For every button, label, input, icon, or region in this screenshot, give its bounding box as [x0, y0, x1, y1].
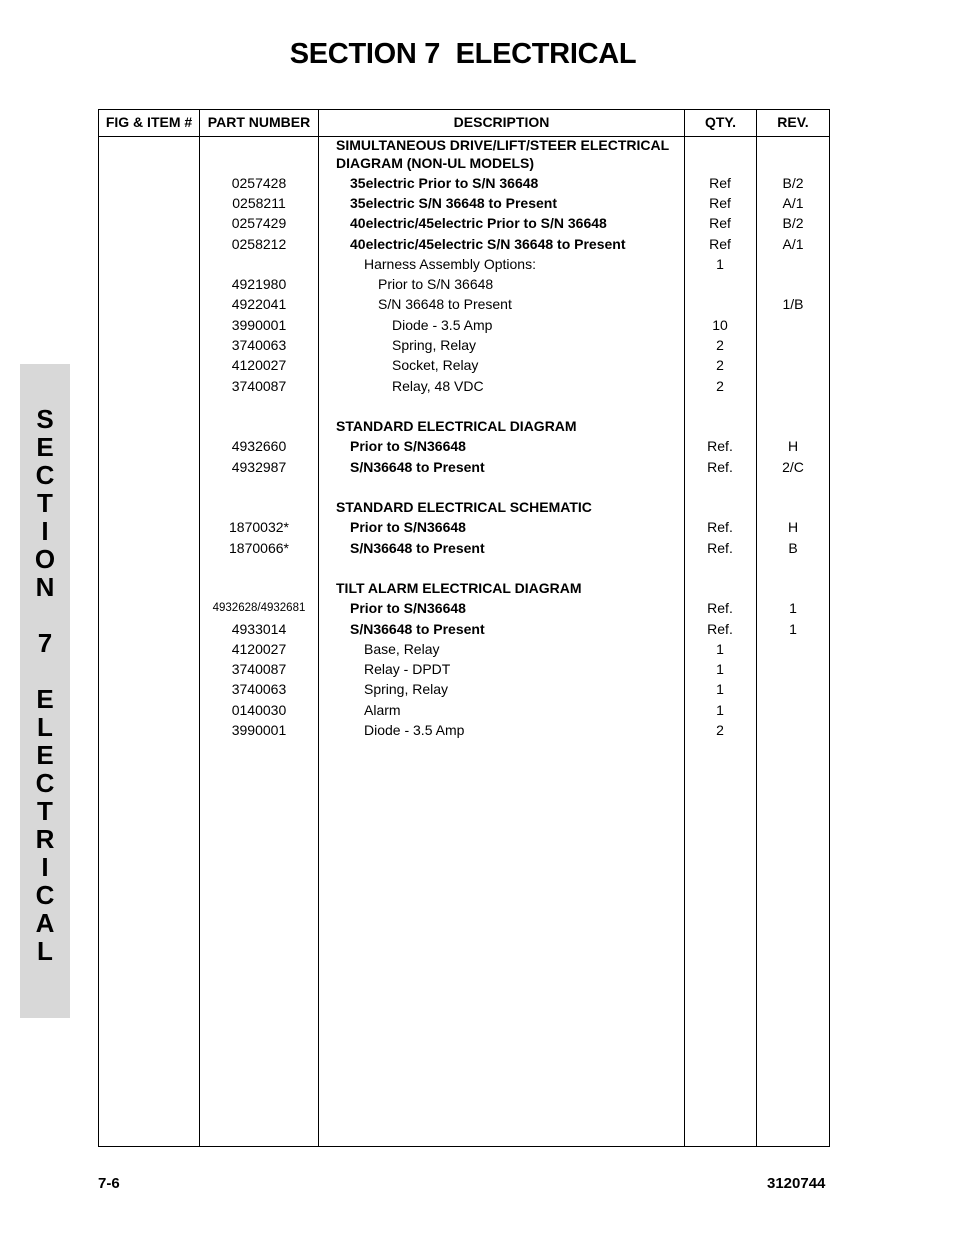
table-row-description: Diode - 3.5 Amp — [364, 722, 465, 738]
table-row-part-number: 1870032* — [229, 519, 289, 535]
table-row-qty: 1 — [716, 661, 724, 677]
table-row-description: S/N36648 to Present — [350, 540, 485, 556]
column-divider — [318, 110, 319, 1146]
side-tab-letter: C — [35, 460, 55, 490]
table-row-description: 35electric S/N 36648 to Present — [350, 195, 558, 211]
table-row-part-number: 0257429 — [231, 215, 287, 231]
side-tab-letter: O — [34, 544, 56, 574]
table-row-part-number: 3740063 — [231, 681, 287, 697]
column-header-fig-item: FIG & ITEM # — [105, 114, 193, 130]
table-row-qty: 1 — [716, 702, 724, 718]
table-row-part-number: 0258212 — [231, 236, 287, 252]
table-row-description: Prior to S/N36648 — [350, 519, 466, 535]
table-row-qty: Ref. — [707, 540, 733, 556]
table-row-qty: 2 — [716, 378, 724, 394]
side-tab-letter: C — [35, 768, 55, 798]
table-row-qty: 2 — [716, 722, 724, 738]
table-row-qty: 1 — [716, 256, 724, 272]
table-row-qty: 2 — [716, 357, 724, 373]
page-title: SECTION 7 ELECTRICAL — [289, 38, 637, 70]
table-row-description: Harness Assembly Options: — [364, 256, 536, 272]
side-tab-letter: L — [37, 712, 53, 742]
side-tab-letter: C — [35, 880, 55, 910]
side-tab-letter: L — [37, 936, 53, 966]
side-tab-letter: I — [41, 852, 49, 882]
table-row-part-number: 4922041 — [231, 296, 287, 312]
side-tab-letter: I — [41, 516, 49, 546]
table-row-qty: 1 — [716, 681, 724, 697]
table-row-rev: 1/B — [782, 296, 804, 312]
table-row-rev: H — [787, 519, 799, 535]
table-row-rev: B/2 — [782, 215, 804, 231]
page-number: 7-6 — [98, 1175, 120, 1192]
table-row-part-number: 3740063 — [231, 337, 287, 353]
side-tab-letter: R — [35, 824, 55, 854]
table-row-description: Relay - DPDT — [364, 661, 451, 677]
table-row-part-number: 4120027 — [231, 357, 287, 373]
table-row-part-number: 4932660 — [231, 438, 287, 454]
table-row-description: 40electric/45electric S/N 36648 to Present — [350, 236, 626, 252]
table-row-qty: 2 — [716, 337, 724, 353]
table-row-qty: 1 — [716, 641, 724, 657]
table-row-rev: A/1 — [782, 195, 804, 211]
table-row-part-number: 1870066* — [229, 540, 289, 556]
column-header-rev: REV. — [777, 114, 809, 130]
table-row-part-number: 4932628/4932681 — [212, 602, 306, 614]
side-tab-letter: E — [36, 432, 54, 462]
table-row-description: STANDARD ELECTRICAL DIAGRAM — [336, 418, 577, 434]
table-row-description: Relay, 48 VDC — [392, 378, 484, 394]
table-row-qty: Ref — [709, 215, 731, 231]
table-row-description: Prior to S/N36648 — [350, 600, 466, 616]
table-row-description: Socket, Relay — [392, 357, 479, 373]
side-tab-letter: E — [36, 740, 54, 770]
table-row-qty: Ref — [709, 236, 731, 252]
table-row-description: Spring, Relay — [364, 681, 449, 697]
table-row-description: Base, Relay — [364, 641, 440, 657]
table-row-part-number: 4921980 — [231, 276, 287, 292]
table-row-rev: H — [787, 438, 799, 454]
table-row-description: S/N36648 to Present — [350, 459, 485, 475]
table-row-rev: B — [788, 540, 798, 556]
table-row-description: SIMULTANEOUS DRIVE/LIFT/STEER ELECTRICAL — [336, 137, 670, 153]
side-tab-letter: A — [35, 908, 55, 938]
table-row-part-number: 3990001 — [231, 722, 287, 738]
table-row-rev: B/2 — [782, 175, 804, 191]
side-tab-letter: T — [37, 796, 53, 826]
table-row-part-number: 3740087 — [231, 661, 287, 677]
table-row-qty: Ref. — [707, 600, 733, 616]
table-row-description: 40electric/45electric Prior to S/N 36648 — [350, 215, 607, 231]
table-row-part-number: 0140030 — [231, 702, 287, 718]
table-row-part-number: 4120027 — [231, 641, 287, 657]
table-row-part-number: 4932987 — [231, 459, 287, 475]
table-row-description: 35electric Prior to S/N 36648 — [350, 175, 539, 191]
table-row-description: STANDARD ELECTRICAL SCHEMATIC — [336, 499, 592, 515]
table-row-qty: Ref — [709, 175, 731, 191]
table-row-description: DIAGRAM (NON-UL MODELS) — [336, 155, 535, 171]
table-row-description: S/N 36648 to Present — [378, 296, 512, 312]
side-tab-letter: N — [35, 572, 55, 602]
table-row-part-number: 0258211 — [232, 195, 286, 211]
side-tab-letter: S — [36, 404, 54, 434]
table-row-description: Prior to S/N 36648 — [378, 276, 494, 292]
table-row-description: Prior to S/N36648 — [350, 438, 466, 454]
table-row-qty: Ref — [709, 195, 731, 211]
table-row-description: Spring, Relay — [392, 337, 477, 353]
section-side-tab — [20, 364, 70, 1018]
table-row-qty: Ref. — [707, 621, 733, 637]
document-number: 3120744 — [767, 1175, 826, 1192]
parts-table — [98, 109, 830, 1147]
side-tab-letter: 7 — [37, 628, 53, 658]
table-row-part-number: 0257428 — [231, 175, 287, 191]
column-header-qty: QTY. — [704, 114, 737, 130]
side-tab-letter: T — [37, 488, 53, 518]
table-row-qty: Ref. — [707, 519, 733, 535]
table-row-rev: 1 — [789, 621, 797, 637]
column-header-part-number: PART NUMBER — [207, 114, 311, 130]
table-row-description: Alarm — [364, 702, 401, 718]
table-row-part-number: 3990001 — [231, 317, 287, 333]
table-row-description: TILT ALARM ELECTRICAL DIAGRAM — [336, 580, 582, 596]
table-row-qty: 10 — [712, 317, 728, 333]
column-header-description: DESCRIPTION — [453, 114, 550, 130]
table-row-qty: Ref. — [707, 459, 733, 475]
side-tab-letter: E — [36, 684, 54, 714]
table-row-description: Diode - 3.5 Amp — [392, 317, 493, 333]
table-row-qty: Ref. — [707, 438, 733, 454]
table-row-rev: 2/C — [782, 459, 804, 475]
table-row-rev: 1 — [789, 600, 797, 616]
table-row-description: S/N36648 to Present — [350, 621, 485, 637]
table-row-part-number: 3740087 — [231, 378, 287, 394]
table-row-part-number: 4933014 — [231, 621, 287, 637]
table-row-rev: A/1 — [782, 236, 804, 252]
